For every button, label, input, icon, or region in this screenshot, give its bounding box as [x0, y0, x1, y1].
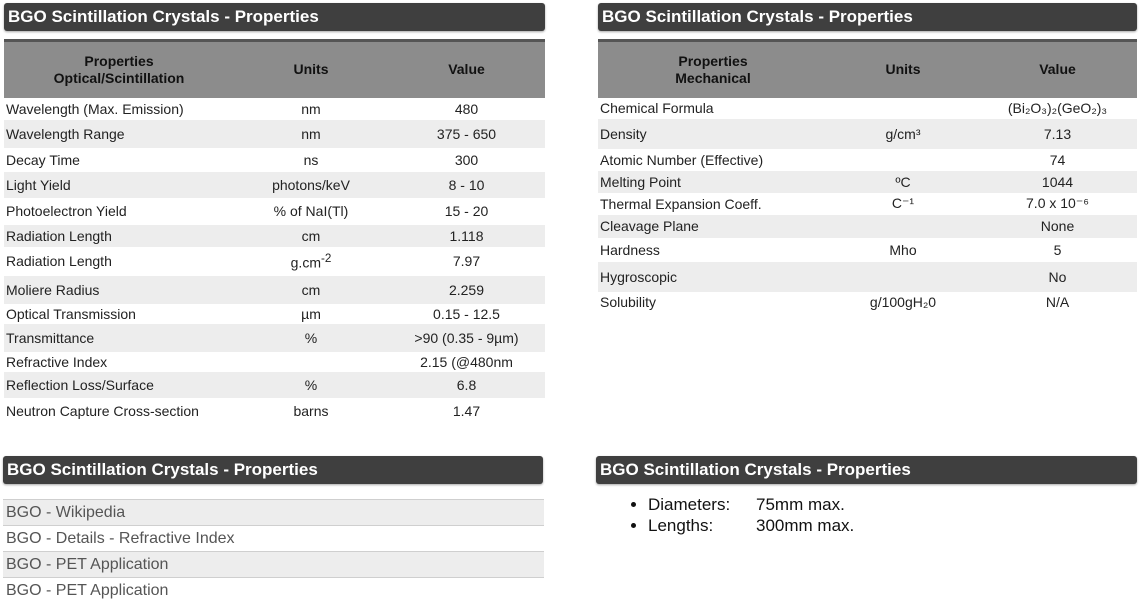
- property-unit: µm: [234, 304, 388, 324]
- table-row: [4, 247, 545, 276]
- property-value: 0.15 - 12.5: [388, 304, 545, 324]
- table-row: [598, 149, 1137, 171]
- dimension-value: 300mm max.: [756, 516, 855, 535]
- property-value: 300: [388, 148, 545, 172]
- property-unit: [828, 98, 978, 119]
- property-unit: g/cm³: [828, 119, 978, 149]
- property-value: 1.118: [388, 225, 545, 247]
- table-row: [4, 276, 545, 304]
- property-name: Atomic Number (Effective): [598, 149, 828, 171]
- property-value: 8 - 10: [388, 172, 545, 198]
- property-unit: [828, 149, 978, 171]
- dimensions-panel: [596, 456, 1137, 536]
- property-value: 1.47: [388, 398, 545, 424]
- property-unit: [234, 352, 388, 372]
- property-unit: nm: [234, 98, 388, 120]
- table-row: [4, 372, 545, 398]
- table-row: [598, 215, 1137, 238]
- table-row: [598, 193, 1137, 215]
- table-row: [598, 119, 1137, 149]
- property-value: 15 - 20: [388, 198, 545, 225]
- property-value: 1044: [978, 171, 1137, 193]
- property-name: Neutron Capture Cross-section: [4, 398, 234, 424]
- property-unit: %: [234, 372, 388, 398]
- table-row: [4, 198, 545, 225]
- dimension-value: 75mm max.: [756, 495, 845, 514]
- property-value: 2.15 (@480nm: [388, 352, 545, 372]
- table-row: [4, 172, 545, 198]
- links-panel: [3, 456, 543, 603]
- property-value: 6.8: [388, 372, 545, 398]
- dimensions-list: [596, 494, 1137, 536]
- property-value: None: [978, 215, 1137, 238]
- property-value: 7.13: [978, 119, 1137, 149]
- property-value: >90 (0.35 - 9µm): [388, 324, 545, 352]
- table-row: [598, 171, 1137, 193]
- reference-link[interactable]: BGO - Wikipedia: [3, 499, 544, 525]
- property-value: 375 - 650: [388, 120, 545, 148]
- property-unit: cm: [234, 225, 388, 247]
- links-panel-title: BGO Scintillation Crystals - Properties: [3, 456, 543, 484]
- property-name: Optical Transmission: [4, 304, 234, 324]
- property-unit: %: [234, 324, 388, 352]
- property-unit: [828, 215, 978, 238]
- table-row: [598, 98, 1137, 119]
- property-name: Light Yield: [4, 172, 234, 198]
- property-name: Solubility: [598, 292, 828, 312]
- property-name: Cleavage Plane: [598, 215, 828, 238]
- property-unit: nm: [234, 120, 388, 148]
- optical-panel-title: BGO Scintillation Crystals - Properties: [4, 3, 545, 31]
- property-name: Melting Point: [598, 171, 828, 193]
- table-row: [598, 262, 1137, 292]
- header-value: Value: [388, 41, 545, 98]
- property-value: 7.97: [388, 247, 545, 276]
- property-name: Density: [598, 119, 828, 149]
- property-name: Decay Time: [4, 148, 234, 172]
- dimension-label: Lengths:: [648, 516, 714, 535]
- table-row: [4, 120, 545, 148]
- optical-properties-panel: [4, 3, 545, 424]
- unit-superscript: -2: [320, 251, 332, 265]
- property-unit: ns: [234, 148, 388, 172]
- property-unit: ºC: [828, 171, 978, 193]
- property-value: No: [978, 262, 1137, 292]
- dimension-item: [648, 494, 1137, 515]
- property-unit: % of NaI(Tl): [234, 198, 388, 225]
- property-value: 7.0 x 10⁻⁶: [978, 193, 1137, 215]
- property-name: Wavelength (Max. Emission): [4, 98, 234, 120]
- mechanical-properties-panel: [598, 3, 1137, 312]
- dimension-label: Diameters:: [648, 495, 731, 514]
- property-unit: cm: [234, 276, 388, 304]
- property-unit: g/100gH₂0: [828, 292, 978, 312]
- reference-link[interactable]: BGO - PET Application: [3, 577, 544, 603]
- property-name: Reflection Loss/Surface: [4, 372, 234, 398]
- table-row: [4, 324, 545, 352]
- header-properties: Properties Mechanical: [598, 41, 828, 98]
- reference-link[interactable]: BGO - PET Application: [3, 551, 544, 577]
- property-name: Chemical Formula: [598, 98, 828, 119]
- property-unit: photons/keV: [234, 172, 388, 198]
- property-unit: Mho: [828, 238, 978, 262]
- header-units: Units: [234, 41, 388, 98]
- mechanical-properties-table: [598, 39, 1137, 312]
- property-name: Hygroscopic: [598, 262, 828, 292]
- property-name: Thermal Expansion Coeff.: [598, 193, 828, 215]
- dimensions-panel-title: BGO Scintillation Crystals - Properties: [596, 456, 1137, 484]
- table-row: [4, 148, 545, 172]
- property-unit: C⁻¹: [828, 193, 978, 215]
- property-value: 480: [388, 98, 545, 120]
- property-name: Wavelength Range: [4, 120, 234, 148]
- header-properties: Properties Optical/Scintillation: [4, 41, 234, 98]
- table-row: [4, 304, 545, 324]
- property-value: N/A: [978, 292, 1137, 312]
- table-row: [598, 292, 1137, 312]
- property-name: Photoelectron Yield: [4, 198, 234, 225]
- header-value: Value: [978, 41, 1137, 98]
- property-name: Radiation Length: [4, 247, 234, 276]
- property-value: 5: [978, 238, 1137, 262]
- property-name: Moliere Radius: [4, 276, 234, 304]
- property-name: Radiation Length: [4, 225, 234, 247]
- property-unit: [828, 262, 978, 292]
- header-units: Units: [828, 41, 978, 98]
- property-name: Refractive Index: [4, 352, 234, 372]
- property-unit: barns: [234, 398, 388, 424]
- mechanical-panel-title: BGO Scintillation Crystals - Properties: [598, 3, 1137, 31]
- dimension-item: [648, 515, 1137, 536]
- table-row: [4, 98, 545, 120]
- property-value: 74: [978, 149, 1137, 171]
- property-value: 2.259: [388, 276, 545, 304]
- table-row: [4, 225, 545, 247]
- property-value: (Bi₂O₃)₂(GeO₂)₃: [978, 98, 1137, 119]
- property-unit: $g.cm^{-2}$: [234, 247, 388, 276]
- table-row: [4, 352, 545, 372]
- table-row: [4, 398, 545, 424]
- property-name: Hardness: [598, 238, 828, 262]
- links-list: [3, 499, 544, 603]
- table-row: [598, 238, 1137, 262]
- optical-properties-table: [4, 39, 545, 424]
- reference-link[interactable]: BGO - Details - Refractive Index: [3, 525, 544, 551]
- property-name: Transmittance: [4, 324, 234, 352]
